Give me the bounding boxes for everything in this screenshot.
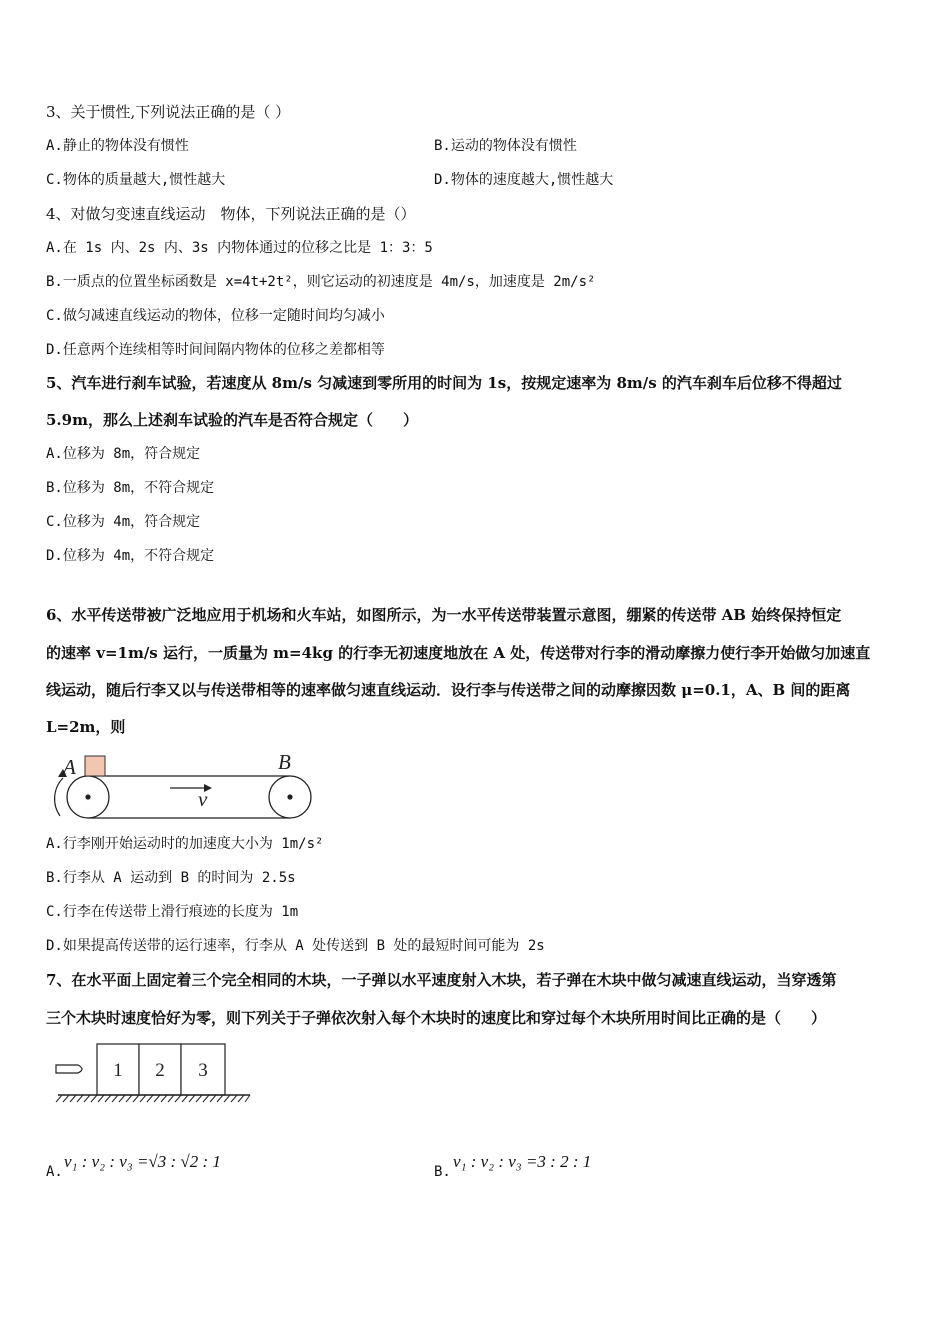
q5-stem-line1: 5、汽车进行刹车试验，若速度从 8m/s 匀减速到零所用的时间为 1s，按规定速率为 8m/s 的汽车刹车后位移不得超过	[46, 374, 842, 392]
q6-option-a: A.行李刚开始运动时的加速度大小为 1m/s²	[46, 836, 324, 852]
block-2-label: 2	[155, 1060, 165, 1081]
q7-option-a-equation: v₁ : v₂ : v₃ =√3 : √2 : 1	[64, 1152, 221, 1171]
bullet-blocks-diagram	[46, 1038, 256, 1108]
q3-option-b: B.运动的物体没有惯性	[434, 138, 577, 154]
q5-option-a: A.位移为 8m，符合规定	[46, 446, 201, 462]
q4-stem: 4、对做匀变速直线运动 物体，下列说法正确的是（）	[46, 205, 416, 223]
q6-option-b: B.行李从 A 运动到 B 的时间为 2.5s	[46, 870, 296, 886]
label-a: A	[63, 755, 76, 779]
q5-option-c: C.位移为 4m，符合规定	[46, 514, 201, 530]
q6-stem-line1: 6、水平传送带被广泛地应用于机场和火车站，如图所示，为一水平传送带装置示意图，绷紧的传送带 AB 始终保持恒定	[46, 606, 842, 624]
q6-option-c: C.行李在传送带上滑行痕迹的长度为 1m	[46, 904, 299, 920]
q4-option-d: D.任意两个连续相等时间间隔内物体的位移之差都相等	[46, 342, 385, 358]
q3-option-a: A.静止的物体没有惯性	[46, 138, 189, 154]
q3-option-c: C.物体的质量越大,惯性越大	[46, 172, 226, 188]
q3-stem: 3、关于惯性,下列说法正确的是（ ）	[46, 103, 291, 121]
q5-option-b: B.位移为 8m，不符合规定	[46, 480, 215, 496]
luggage-box	[85, 756, 105, 776]
block-3-label: 3	[198, 1060, 208, 1081]
q3-option-d: D.物体的速度越大,惯性越大	[434, 172, 614, 188]
q7-option-b-letter: B.	[434, 1164, 451, 1180]
q6-stem-line3: 线运动，随后行李又以与传送带相等的速率做匀速直线运动．设行李与传送带之间的动摩擦因数 μ=0.1，A、B 间的距离	[46, 681, 851, 699]
q6-stem-line4: L=2m，则	[46, 718, 126, 736]
q4-option-b: B.一质点的位置坐标函数是 x=4t+2t²，则它运动的初速度是 4m/s，加速度是 2m/s²	[46, 274, 596, 290]
rotation-arrow-icon	[55, 778, 63, 816]
label-b: B	[278, 750, 291, 774]
bullet-icon	[56, 1065, 82, 1073]
q5-stem-line2: 5.9m，那么上述刹车试验的汽车是否符合规定（ ）	[46, 411, 418, 429]
q7-option-b-equation: v₁ : v₂ : v₃ =3 : 2 : 1	[453, 1152, 592, 1171]
q7-stem-line2: 三个木块时速度恰好为零，则下列关于子弹依次射入每个木块时的速度比和穿过每个木块所用时间比正确的是（ ）	[46, 1009, 827, 1027]
q4-option-a: A.在 1s 内、2s 内、3s 内物体通过的位移之比是 1：3：5	[46, 240, 433, 256]
label-v: v	[198, 787, 208, 811]
q7-stem-line1: 7、在水平面上固定着三个完全相同的木块，一子弹以水平速度射入木块，若子弹在木块中做匀减速直线运动，当穿透第	[46, 971, 837, 989]
conveyor-belt-diagram	[46, 750, 326, 825]
q7-option-a-letter: A.	[46, 1164, 63, 1180]
q6-stem-line2: 的速率 v=1m/s 运行，一质量为 m=4kg 的行李无初速度地放在 A 处，传送带对行李的滑动摩擦力使行李开始做匀加速直	[46, 644, 871, 662]
q4-option-c: C.做匀减速直线运动的物体，位移一定随时间均匀减小	[46, 308, 385, 324]
q5-option-d: D.位移为 4m，不符合规定	[46, 548, 215, 564]
block-1-label: 1	[113, 1060, 123, 1081]
q6-option-d: D.如果提高传送带的运行速率，行李从 A 处传送到 B 处的最短时间可能为 2s	[46, 938, 545, 954]
